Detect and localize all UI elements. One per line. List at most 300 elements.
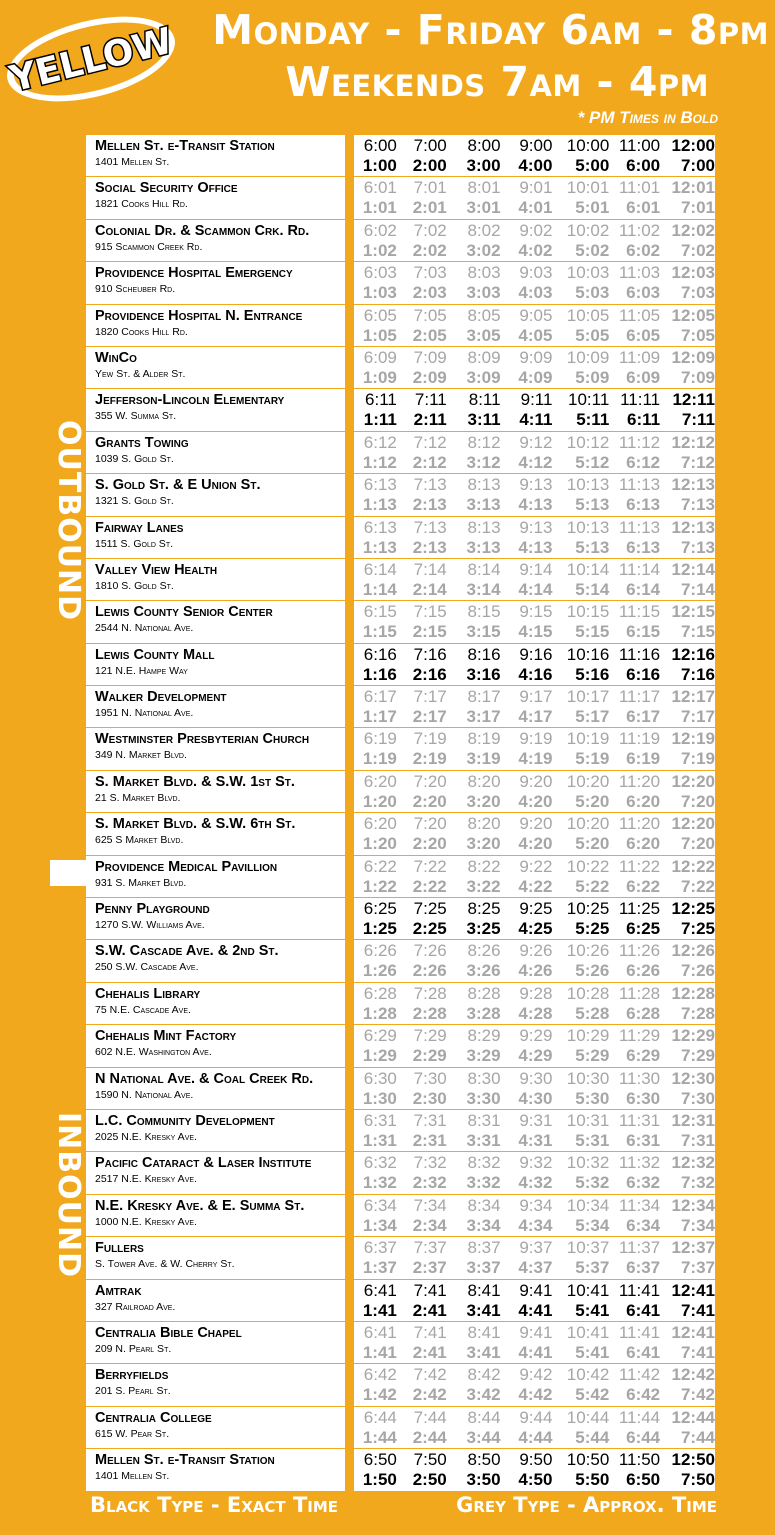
pm-time-cell: 4:15 xyxy=(518,622,553,642)
pm-times xyxy=(354,410,715,430)
stop-name: S. Market Blvd. & S.W. 6th St. xyxy=(95,816,296,833)
pm-time-cell: 2:41 xyxy=(412,1342,447,1362)
am-time-cell: 8:44 xyxy=(467,1407,501,1427)
am-times xyxy=(354,1196,715,1216)
pm-time-cell: 7:29 xyxy=(680,1046,715,1066)
am-time-cell: 7:41 xyxy=(413,1280,447,1300)
pm-time-cell: 1:02 xyxy=(362,240,397,260)
am-time-cell: 8:19 xyxy=(467,729,501,749)
pm-time-cell: 4:26 xyxy=(518,961,553,981)
stop-name: Lewis County Senior Center xyxy=(95,604,273,621)
pm-time-cell: 6:09 xyxy=(626,367,661,387)
stop-row xyxy=(86,644,345,686)
pm-time-cell: 7:32 xyxy=(680,1173,715,1193)
pm-time-cell: 4:02 xyxy=(518,240,553,260)
am-time-cell: 8:16 xyxy=(467,644,501,664)
am-time-cell: 6:17 xyxy=(363,687,397,707)
time-row xyxy=(354,983,715,1025)
am-time-cell: 6:37 xyxy=(363,1238,397,1258)
am-time-cell: 11:11 xyxy=(620,390,661,410)
am-time-cell: 10:30 xyxy=(566,1068,610,1088)
am-time-cell: 12:42 xyxy=(671,1365,715,1385)
pm-time-cell: 4:05 xyxy=(518,325,553,345)
pm-time-cell: 2:02 xyxy=(412,240,447,260)
pm-time-cell: 1:37 xyxy=(362,1258,397,1278)
pm-time-cell: 5:41 xyxy=(575,1342,610,1362)
pm-time-cell: 3:09 xyxy=(466,367,501,387)
stop-row xyxy=(86,1280,345,1322)
am-time-cell: 9:31 xyxy=(519,1110,553,1130)
stop-row xyxy=(86,1237,345,1279)
am-time-cell: 10:11 xyxy=(568,390,610,410)
am-time-cell: 12:44 xyxy=(671,1407,715,1427)
pm-times xyxy=(354,1173,715,1193)
stop-name: S. Gold St. & E Union St. xyxy=(95,477,261,494)
am-times xyxy=(354,857,715,877)
pm-time-cell: 6:37 xyxy=(626,1258,661,1278)
stop-row xyxy=(86,771,345,813)
am-time-cell: 6:00 xyxy=(363,136,397,155)
am-time-cell: 9:13 xyxy=(519,517,553,537)
am-time-cell: 7:37 xyxy=(413,1238,447,1258)
pm-time-cell: 7:41 xyxy=(680,1300,715,1320)
pm-time-cell: 5:03 xyxy=(575,283,610,303)
am-time-cell: 12:03 xyxy=(671,263,715,283)
pm-time-cell: 4:00 xyxy=(518,156,553,175)
pm-time-cell: 7:15 xyxy=(680,622,715,642)
pm-times xyxy=(354,1089,715,1109)
pm-time-cell: 5:13 xyxy=(575,537,610,557)
time-row xyxy=(354,1407,715,1449)
pm-time-cell: 7:09 xyxy=(680,367,715,387)
am-time-cell: 9:37 xyxy=(519,1238,553,1258)
am-time-cell: 11:19 xyxy=(618,729,661,749)
pm-times xyxy=(354,326,715,346)
pm-time-cell: 7:00 xyxy=(680,156,715,175)
stop-address: 2544 N. National Ave. xyxy=(95,622,194,635)
pm-time-cell: 1:12 xyxy=(362,452,397,472)
stop-row xyxy=(86,1407,345,1449)
am-time-cell: 12:32 xyxy=(671,1153,715,1173)
am-time-cell: 11:00 xyxy=(618,136,661,155)
pm-time-cell: 3:42 xyxy=(466,1385,501,1405)
am-time-cell: 8:03 xyxy=(467,263,501,283)
am-time-cell: 9:34 xyxy=(519,1195,553,1215)
am-time-cell: 10:42 xyxy=(566,1365,610,1385)
am-time-cell: 11:41 xyxy=(618,1322,661,1342)
pm-time-cell: 1:19 xyxy=(362,749,397,769)
am-time-cell: 12:11 xyxy=(672,390,715,410)
pm-time-cell: 5:28 xyxy=(575,1003,610,1023)
stop-address: 1321 S. Gold St. xyxy=(95,495,174,508)
pm-note: * PM Times in Bold xyxy=(577,108,718,127)
pm-time-cell: 6:05 xyxy=(626,325,661,345)
am-times xyxy=(354,814,715,834)
stop-address: S. Tower Ave. & W. Cherry St. xyxy=(95,1258,235,1271)
pm-time-cell: 1:20 xyxy=(362,791,397,811)
am-time-cell: 10:41 xyxy=(566,1280,610,1300)
pm-time-cell: 2:50 xyxy=(412,1470,447,1490)
am-times xyxy=(354,263,715,283)
stop-row xyxy=(86,347,345,389)
pm-time-cell: 3:22 xyxy=(466,876,501,896)
pm-time-cell: 4:20 xyxy=(518,791,553,811)
stop-name: Colonial Dr. & Scammon Crk. Rd. xyxy=(95,222,310,239)
am-time-cell: 8:09 xyxy=(467,347,501,367)
pm-time-cell: 5:37 xyxy=(575,1258,610,1278)
pm-time-cell: 4:19 xyxy=(518,749,553,769)
am-time-cell: 8:20 xyxy=(467,771,501,791)
am-time-cell: 9:29 xyxy=(519,1026,553,1046)
time-row xyxy=(354,728,715,770)
pm-time-cell: 4:03 xyxy=(518,283,553,303)
pm-time-cell: 6:30 xyxy=(626,1088,661,1108)
am-time-cell: 11:34 xyxy=(618,1195,661,1215)
am-time-cell: 11:42 xyxy=(618,1365,661,1385)
pm-time-cell: 5:50 xyxy=(575,1470,610,1490)
pm-time-cell: 2:03 xyxy=(412,283,447,303)
stop-address: 1821 Cooks Hill Rd. xyxy=(95,198,188,211)
svg-text:YELLOW: YELLOW xyxy=(6,20,177,101)
am-time-cell: 8:28 xyxy=(467,983,501,1003)
am-time-cell: 11:09 xyxy=(618,347,661,367)
am-time-cell: 11:50 xyxy=(618,1450,661,1470)
pm-time-cell: 4:12 xyxy=(518,452,553,472)
pm-time-cell: 6:02 xyxy=(626,240,661,260)
am-time-cell: 8:15 xyxy=(467,602,501,622)
pm-time-cell: 1:28 xyxy=(362,1003,397,1023)
am-time-cell: 6:32 xyxy=(363,1153,397,1173)
am-times xyxy=(354,899,715,919)
stop-row xyxy=(86,686,345,728)
am-time-cell: 9:15 xyxy=(519,602,553,622)
stop-name: Providence Hospital N. Entrance xyxy=(95,307,303,324)
time-row xyxy=(354,305,715,347)
pm-time-cell: 4:31 xyxy=(518,1130,553,1150)
am-time-cell: 11:28 xyxy=(618,983,661,1003)
am-time-cell: 11:20 xyxy=(618,814,661,834)
am-time-cell: 11:05 xyxy=(618,305,661,325)
stop-name: WinCo xyxy=(95,349,137,366)
pm-time-cell: 6:22 xyxy=(626,876,661,896)
stop-address: 615 W. Pear St. xyxy=(95,1427,170,1440)
stop-row xyxy=(86,262,345,304)
time-row xyxy=(354,940,715,982)
am-times xyxy=(354,433,715,453)
pm-times xyxy=(354,665,715,685)
pm-times xyxy=(354,283,715,303)
pm-time-cell: 7:13 xyxy=(680,495,715,515)
pm-time-cell: 6:44 xyxy=(626,1427,661,1447)
stop-name: N National Ave. & Coal Creek Rd. xyxy=(95,1070,314,1087)
pm-time-cell: 6:26 xyxy=(626,961,661,981)
pm-times xyxy=(354,919,715,939)
stop-address: 625 S Market Blvd. xyxy=(95,834,184,847)
pm-time-cell: 3:05 xyxy=(466,325,501,345)
pm-times xyxy=(354,707,715,727)
pm-time-cell: 3:34 xyxy=(466,1215,501,1235)
am-time-cell: 10:03 xyxy=(566,263,610,283)
am-times xyxy=(354,136,715,156)
pm-time-cell: 2:17 xyxy=(412,707,447,727)
pm-time-cell: 6:25 xyxy=(626,919,661,939)
pm-time-cell: 4:22 xyxy=(518,876,553,896)
am-time-cell: 6:16 xyxy=(363,644,397,664)
am-time-cell: 6:05 xyxy=(363,305,397,325)
am-times xyxy=(354,1323,715,1343)
pm-time-cell: 1:29 xyxy=(362,1046,397,1066)
stop-address: 1039 S. Gold St. xyxy=(95,452,174,465)
pm-time-cell: 1:01 xyxy=(362,198,397,218)
am-times xyxy=(354,729,715,749)
stop-address: 1810 S. Gold St. xyxy=(95,579,174,592)
pm-time-cell: 1:31 xyxy=(362,1130,397,1150)
pm-times xyxy=(354,1046,715,1066)
stop-name: Chehalis Mint Factory xyxy=(95,1028,237,1045)
stop-row xyxy=(86,940,345,982)
am-time-cell: 6:09 xyxy=(363,347,397,367)
pm-time-cell: 2:34 xyxy=(412,1215,447,1235)
am-times xyxy=(354,1408,715,1428)
stop-address: 1951 N. National Ave. xyxy=(95,707,194,720)
stop-name: Fullers xyxy=(95,1240,144,1257)
pm-time-cell: 4:17 xyxy=(518,707,553,727)
pm-time-cell: 6:12 xyxy=(626,452,661,472)
am-time-cell: 7:30 xyxy=(413,1068,447,1088)
pm-time-cell: 3:44 xyxy=(466,1427,501,1447)
pm-time-cell: 4:13 xyxy=(518,537,553,557)
pm-times xyxy=(354,1216,715,1236)
am-time-cell: 10:31 xyxy=(566,1110,610,1130)
am-time-cell: 12:05 xyxy=(671,305,715,325)
pm-times xyxy=(354,877,715,897)
pm-time-cell: 2:01 xyxy=(412,198,447,218)
pm-time-cell: 1:30 xyxy=(362,1088,397,1108)
am-time-cell: 9:44 xyxy=(519,1407,553,1427)
time-row xyxy=(354,1280,715,1322)
am-time-cell: 8:20 xyxy=(467,814,501,834)
am-time-cell: 9:28 xyxy=(519,983,553,1003)
pm-time-cell: 1:16 xyxy=(362,664,397,684)
am-times xyxy=(354,602,715,622)
am-time-cell: 11:15 xyxy=(618,602,661,622)
am-times xyxy=(354,390,715,410)
am-times xyxy=(354,645,715,665)
stop-name: Centralia College xyxy=(95,1409,212,1426)
pm-time-cell: 1:14 xyxy=(362,579,397,599)
pm-time-cell: 3:13 xyxy=(466,495,501,515)
am-time-cell: 11:17 xyxy=(618,687,661,707)
inbound-label: INBOUND xyxy=(51,1112,86,1279)
time-row xyxy=(354,898,715,940)
am-time-cell: 7:05 xyxy=(413,305,447,325)
stop-row xyxy=(86,220,345,262)
pm-time-cell: 6:20 xyxy=(626,834,661,854)
pm-time-cell: 3:16 xyxy=(466,664,501,684)
pm-time-cell: 2:14 xyxy=(412,579,447,599)
stop-name: Centralia Bible Chapel xyxy=(95,1324,242,1341)
am-time-cell: 10:29 xyxy=(566,1026,610,1046)
am-time-cell: 12:09 xyxy=(671,347,715,367)
am-time-cell: 7:19 xyxy=(413,729,447,749)
pm-time-cell: 1:05 xyxy=(362,325,397,345)
pm-time-cell: 5:05 xyxy=(575,325,610,345)
am-times xyxy=(354,1153,715,1173)
stop-name: Jefferson-Lincoln Elementary xyxy=(95,392,285,409)
am-times xyxy=(354,1450,715,1470)
pm-time-cell: 2:25 xyxy=(412,919,447,939)
stop-name: Pacific Cataract & Laser Institute xyxy=(95,1155,312,1172)
pm-time-cell: 6:13 xyxy=(626,495,661,515)
pm-time-cell: 1:13 xyxy=(362,537,397,557)
am-time-cell: 12:14 xyxy=(671,559,715,579)
stop-row xyxy=(86,1195,345,1237)
am-time-cell: 11:20 xyxy=(618,771,661,791)
pm-time-cell: 2:44 xyxy=(412,1427,447,1447)
am-time-cell: 11:41 xyxy=(618,1280,661,1300)
time-row xyxy=(354,220,715,262)
pm-time-cell: 2:16 xyxy=(412,664,447,684)
am-times xyxy=(354,306,715,326)
am-times xyxy=(354,560,715,580)
am-time-cell: 12:29 xyxy=(671,1026,715,1046)
am-time-cell: 9:41 xyxy=(519,1322,553,1342)
am-time-cell: 11:31 xyxy=(618,1110,661,1130)
am-time-cell: 8:11 xyxy=(468,390,501,410)
pm-times xyxy=(354,1258,715,1278)
am-time-cell: 6:26 xyxy=(363,941,397,961)
stop-address: 355 W. Summa St. xyxy=(95,410,177,423)
outbound-label: OUTBOUND xyxy=(51,420,86,622)
time-row xyxy=(354,686,715,728)
am-times xyxy=(354,1281,715,1301)
am-time-cell: 9:05 xyxy=(519,305,553,325)
pm-time-cell: 5:02 xyxy=(575,240,610,260)
am-time-cell: 7:22 xyxy=(413,856,447,876)
time-row xyxy=(354,1449,715,1491)
am-time-cell: 8:01 xyxy=(467,178,501,198)
pm-time-cell: 4:44 xyxy=(518,1427,553,1447)
time-row xyxy=(354,517,715,559)
am-time-cell: 9:26 xyxy=(519,941,553,961)
pm-time-cell: 3:15 xyxy=(466,622,501,642)
am-time-cell: 7:20 xyxy=(413,814,447,834)
am-time-cell: 10:44 xyxy=(566,1407,610,1427)
am-times xyxy=(354,475,715,495)
pm-time-cell: 7:01 xyxy=(680,198,715,218)
pm-time-cell: 6:11 xyxy=(627,410,661,430)
pm-time-cell: 2:26 xyxy=(412,961,447,981)
pm-time-cell: 4:11 xyxy=(519,410,553,430)
stop-row xyxy=(86,177,345,219)
time-row xyxy=(354,135,715,177)
pm-time-cell: 3:37 xyxy=(466,1258,501,1278)
am-time-cell: 9:11 xyxy=(520,390,553,410)
pm-time-cell: 3:11 xyxy=(467,410,501,430)
am-time-cell: 7:02 xyxy=(413,220,447,240)
stop-row xyxy=(86,559,345,601)
pm-time-cell: 3:12 xyxy=(466,452,501,472)
am-time-cell: 7:26 xyxy=(413,941,447,961)
pm-time-cell: 3:41 xyxy=(466,1300,501,1320)
stop-name: N.E. Kresky Ave. & E. Summa St. xyxy=(95,1197,305,1214)
am-time-cell: 11:14 xyxy=(618,559,661,579)
stop-address: 1401 Mellen St. xyxy=(95,156,170,168)
time-row xyxy=(354,601,715,643)
am-time-cell: 6:42 xyxy=(363,1365,397,1385)
am-time-cell: 10:14 xyxy=(566,559,610,579)
am-time-cell: 12:17 xyxy=(671,687,715,707)
pm-time-cell: 2:13 xyxy=(412,495,447,515)
am-time-cell: 11:25 xyxy=(618,899,661,919)
pm-time-cell: 5:26 xyxy=(575,961,610,981)
stop-address: 327 Railroad Ave. xyxy=(95,1300,176,1313)
am-time-cell: 10:41 xyxy=(566,1322,610,1342)
stop-row xyxy=(86,517,345,559)
pm-time-cell: 3:31 xyxy=(466,1130,501,1150)
pm-time-cell: 7:22 xyxy=(680,876,715,896)
am-time-cell: 10:34 xyxy=(566,1195,610,1215)
am-time-cell: 9:02 xyxy=(519,220,553,240)
am-time-cell: 12:50 xyxy=(671,1450,715,1470)
am-time-cell: 8:34 xyxy=(467,1195,501,1215)
pm-time-cell: 2:12 xyxy=(412,452,447,472)
stop-row xyxy=(86,1152,345,1194)
am-time-cell: 9:41 xyxy=(519,1280,553,1300)
am-time-cell: 8:13 xyxy=(467,475,501,495)
pm-time-cell: 5:14 xyxy=(575,579,610,599)
am-time-cell: 11:22 xyxy=(618,856,661,876)
pm-time-cell: 7:26 xyxy=(680,961,715,981)
am-time-cell: 7:17 xyxy=(413,687,447,707)
pm-time-cell: 2:11 xyxy=(413,410,447,430)
pm-time-cell: 4:29 xyxy=(518,1046,553,1066)
am-time-cell: 12:25 xyxy=(671,899,715,919)
pm-time-cell: 6:42 xyxy=(626,1385,661,1405)
stop-address: 1000 N.E. Kresky Ave. xyxy=(95,1215,197,1228)
pm-time-cell: 5:15 xyxy=(575,622,610,642)
am-time-cell: 10:05 xyxy=(566,305,610,325)
pm-time-cell: 4:32 xyxy=(518,1173,553,1193)
am-time-cell: 6:13 xyxy=(363,475,397,495)
am-time-cell: 12:20 xyxy=(671,771,715,791)
am-time-cell: 6:50 xyxy=(363,1450,397,1470)
stop-name: Mellen St. e-Transit Station xyxy=(95,1452,275,1469)
pm-times xyxy=(354,495,715,515)
time-row xyxy=(354,347,715,389)
pm-time-cell: 5:19 xyxy=(575,749,610,769)
time-row xyxy=(354,432,715,474)
am-time-cell: 6:41 xyxy=(363,1280,397,1300)
am-times xyxy=(354,348,715,368)
pm-time-cell: 7:37 xyxy=(680,1258,715,1278)
pm-time-cell: 1:13 xyxy=(362,495,397,515)
pm-time-cell: 3:03 xyxy=(466,283,501,303)
pm-time-cell: 7:31 xyxy=(680,1130,715,1150)
am-time-cell: 7:20 xyxy=(413,771,447,791)
pm-time-cell: 3:29 xyxy=(466,1046,501,1066)
am-time-cell: 12:34 xyxy=(671,1195,715,1215)
am-time-cell: 10:22 xyxy=(566,856,610,876)
am-time-cell: 11:29 xyxy=(618,1026,661,1046)
stop-row xyxy=(86,1068,345,1110)
stop-row xyxy=(86,1025,345,1067)
pm-time-cell: 7:03 xyxy=(680,283,715,303)
am-time-cell: 11:02 xyxy=(618,220,661,240)
stop-address: 1511 S. Gold St. xyxy=(95,537,174,550)
pm-time-cell: 2:19 xyxy=(412,749,447,769)
am-time-cell: 10:12 xyxy=(566,432,610,452)
